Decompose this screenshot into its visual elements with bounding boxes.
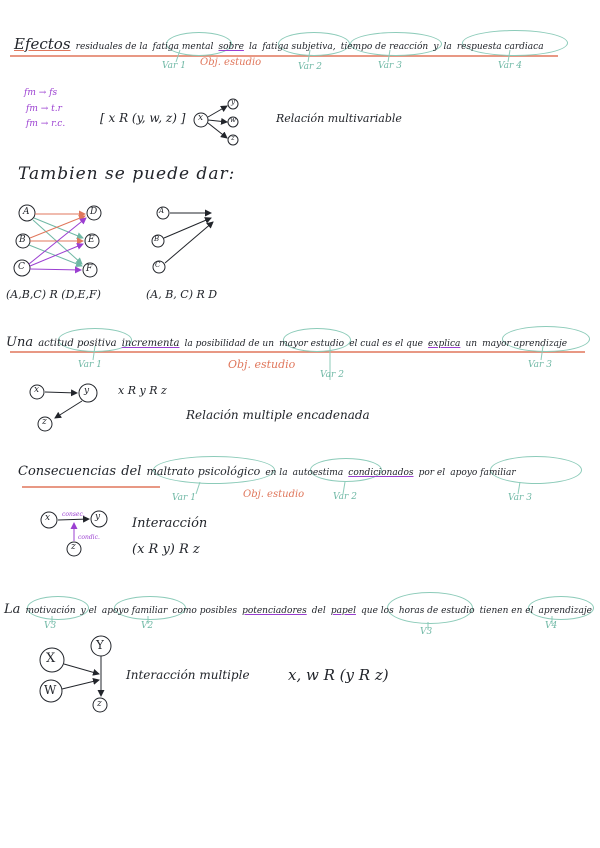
s2-node-f: F [86, 264, 93, 274]
s1-var2-label: Var 2 [298, 62, 322, 72]
s4-node-x: x [45, 513, 51, 523]
s3-node-z: z [42, 417, 47, 427]
s5-w1: La [4, 602, 21, 617]
s2-right-diagram [152, 207, 213, 273]
s1-var1-label: Var 1 [162, 61, 186, 71]
s1-obj-label: Obj. estudio [200, 57, 262, 68]
s3-relation-expression: x R y R z [118, 384, 167, 397]
s5-node-y: Y [96, 638, 104, 652]
s4-relation-type: Interacción [132, 516, 208, 531]
s4-var3-label: Var 3 [508, 493, 532, 503]
s4-w2: del [121, 464, 142, 479]
s2-node-b: B [19, 235, 26, 245]
s1-node-z: z [231, 134, 235, 142]
s3-node-x: x [34, 385, 40, 395]
s5-w12: aprendizaje [538, 606, 592, 616]
s1-heading [14, 34, 544, 53]
s5-heading [4, 598, 592, 617]
s1-relation-expression: [ x R (y, w, z) ] [100, 111, 186, 125]
s5-w2: motivación [25, 606, 76, 616]
s5-w9: que los [361, 606, 394, 616]
s1-w5: la [249, 42, 258, 52]
s1-w1: Efectos [14, 35, 71, 53]
s5-v4-label: V4 [545, 621, 558, 631]
s3-var2-label: Var 2 [320, 370, 344, 380]
s1-node-x: x [198, 113, 204, 123]
s5-w4: apoyo familiar [101, 606, 168, 616]
s2-caption-left: (A,B,C) R (D,E,F) [6, 288, 101, 301]
s3-w8: un [465, 339, 478, 349]
s5-v3b-label: V3 [420, 627, 433, 637]
s1-w6: fatiga subjetiva, [262, 42, 336, 52]
s5-v2-label: V2 [141, 621, 154, 631]
s1-map-line1: fm → fs [24, 88, 58, 98]
s5-w3: y el [80, 606, 97, 616]
s4-node-z: z [71, 542, 76, 552]
s4-w5: autoestima [292, 468, 344, 478]
s3-node-y: y [84, 386, 90, 396]
s5-node-x: X [46, 651, 56, 666]
s5-w7: del [311, 606, 326, 616]
s5-node-w: W [44, 683, 57, 697]
s2-node-c: C [18, 262, 25, 272]
s1-relation-type: Relación multivariable [276, 112, 402, 125]
s3-w6: el cual es el que [349, 339, 423, 349]
s1-map-line2: fm → t.r [26, 104, 62, 114]
s1-w9: la [443, 42, 452, 52]
s2-node-a: A [23, 207, 30, 217]
s4-w8: apoyo familiar [450, 468, 516, 478]
s4-w3: maltrato psicológico [146, 465, 261, 478]
s2-node-b-right: B [154, 235, 160, 243]
s4-w7: por el [418, 468, 446, 478]
s5-w6: potenciadores [242, 606, 307, 616]
s3-w7: explica [428, 339, 461, 349]
s5-v3a-label: V3 [44, 621, 57, 631]
s4-var2-label: Var 2 [333, 492, 357, 502]
s1-node-w: w [230, 116, 236, 124]
s5-relation-type: Interacción multiple [126, 668, 250, 682]
s3-w9: mayor aprendizaje [482, 339, 568, 349]
s5-var-ticks [52, 616, 552, 630]
s2-node-d: D [90, 207, 98, 217]
s4-condic-label: condic. [78, 534, 100, 541]
s4-w1: Consecuencias [18, 464, 117, 479]
s2-caption-right: (A, B, C) R D [146, 288, 218, 301]
s5-w8: papel [330, 606, 356, 616]
s4-node-y: y [95, 512, 101, 522]
s5-relation-expression: x, w R (y R z) [288, 666, 389, 684]
s4-obj-label: Obj. estudio [243, 489, 305, 500]
s2-node-c-right: C [155, 261, 161, 269]
s1-w2: residuales de la [75, 42, 148, 52]
s3-obj-label: Obj. estudio [228, 358, 296, 371]
s1-var4-label: Var 4 [498, 61, 522, 71]
s1-w3: fatiga mental [152, 42, 214, 52]
s3-relation-type: Relación multiple encadenada [186, 408, 370, 422]
s3-w4: la posibilidad de un [184, 339, 275, 349]
s3-w2: actitud positiva [38, 338, 117, 349]
s3-var3-label: Var 3 [528, 360, 552, 370]
s2-title: Tambien se puede dar: [18, 164, 236, 184]
s5-w5: como posibles [172, 606, 237, 616]
s4-w4: en la [265, 468, 288, 478]
s1-node-y: y [231, 98, 235, 106]
s1-w7: tiempo de reacción [340, 42, 429, 52]
s4-consec-label: consec. [62, 511, 85, 518]
s3-w5: mayor estudio [279, 339, 345, 349]
s3-w3: incrementa [121, 338, 180, 349]
s4-w6: condicionados [348, 468, 414, 478]
s3-var1-label: Var 1 [78, 360, 102, 370]
s2-node-e: E [88, 235, 95, 245]
s5-w10: horas de estudio [398, 606, 475, 616]
s1-var3-label: Var 3 [378, 61, 402, 71]
s2-node-a-right: A [159, 207, 165, 215]
s3-w1: Una [6, 335, 34, 350]
s5-w11: tienen en el [479, 606, 534, 616]
s1-w10: respuesta cardiaca [456, 42, 544, 52]
s1-map-line3: fm → r.c. [26, 119, 66, 129]
s5-node-z: z [97, 699, 102, 709]
s3-heading [6, 331, 567, 350]
s1-w8: y [433, 42, 439, 52]
s4-var1-label: Var 1 [172, 493, 196, 503]
s4-relation-expression: (x R y) R z [132, 542, 200, 557]
s4-heading [18, 460, 516, 479]
s1-w4: sobre [218, 42, 244, 52]
